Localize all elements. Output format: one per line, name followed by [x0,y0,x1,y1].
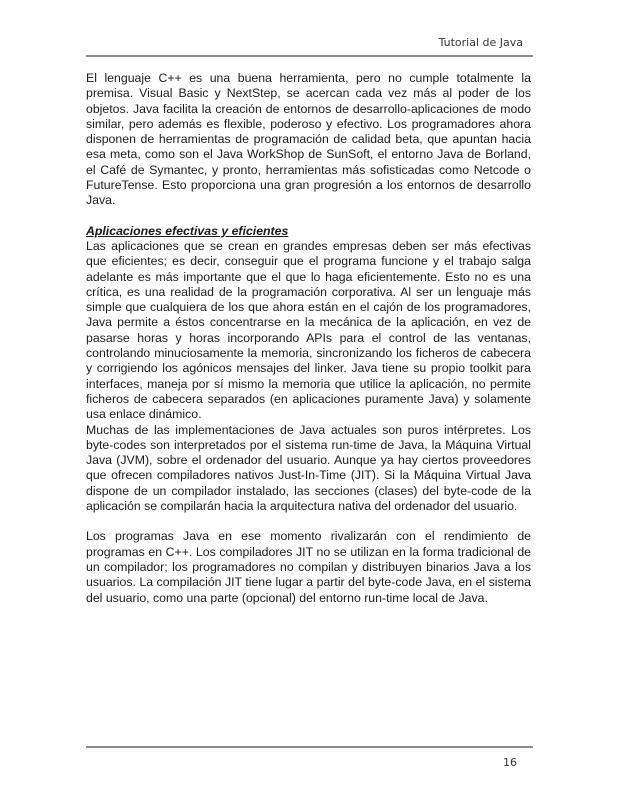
paragraph-intro: El lenguaje C++ es una buena herramienta, pero no cumple totalmente la premisa. Visual Basic y NextStep, se acercan cada vez más al poder de los objetos. Java facilita la creación de entornos de desarrollo-aplicaciones de modo similar, pero además es flexible, poderoso y efectivo. Los programadores ahora disponen de herramientas de programación de calidad beta, que apuntan hacia esa meta, como son el Java WorkShop de SunSoft, el entorno Java de Borland, el Café de Symantec, y pronto, herramientas más sofisticadas como Netcode o FutureTense. Esto proporciona una gran progresión a los entornos de desarrollo Java. [86,71,531,208]
page-footer [86,746,533,769]
paragraph-jit: Los programas Java en ese momento rivalizarán con el rendimiento de programas en C++. Los compiladores JIT no se utilizan en la forma tradicional de un compilador; los programadores no compilan y distribuyen binarios Java a los usuarios. La compilación JIT tiene lugar a partir del byte-code Java, en el sistema del usuario, como una parte (opcional) del entorno run-time local de Java. [86,529,531,605]
header-title: Tutorial de Java [438,36,523,49]
section-heading: Aplicaciones efectivas y eficientes [86,223,289,238]
page-number: 16 [503,756,517,769]
page-header [86,36,533,57]
paragraph-effective-apps: Las aplicaciones que se crean en grandes empresas deben ser más efectivas que eficientes; es decir, conseguir que el programa funcione y el trabajo salga adelante es más importante que el que lo haga eficientemente. Esto no es una crítica, es una realidad de la programación corporativa. Al ser un lenguaje más simple que cualquiera de los que ahora están en el cajón de los programadores, Java permite a éstos concentrarse en la mecánica de la aplicación, en vez de pasarse horas y horas incorporando APIs para el control de las ventanas, controlando minuciosamente la memoria, sincronizando los ficheros de cabecera y corrigiendo los agónicos mensajes del linker. Java tiene su propio toolkit para interfaces, maneja por sí mismo la memoria que utilice la aplicación, no permite ficheros de cabecera separados (en aplicaciones puramente Java) y solamente usa enlace dinámico. [86,238,531,422]
paragraph-interpreters: Muchas de las implementaciones de Java actuales son puros intérpretes. Los byte-codes son interpretados por el sistema run-time de Java, la Máquina Virtual Java (JVM), sobre el ordenador del usuario. Aunque ya hay ciertos proveedores que ofrecen compiladores nativos Just-In-Time (JIT). Si la Máquina Virtual Java dispone de un compilador instalado, las secciones (clases) del byte-code de la aplicación se compilarán hacia la arquitectura nativa del ordenador del usuario. [86,422,531,514]
document-body [86,71,531,606]
